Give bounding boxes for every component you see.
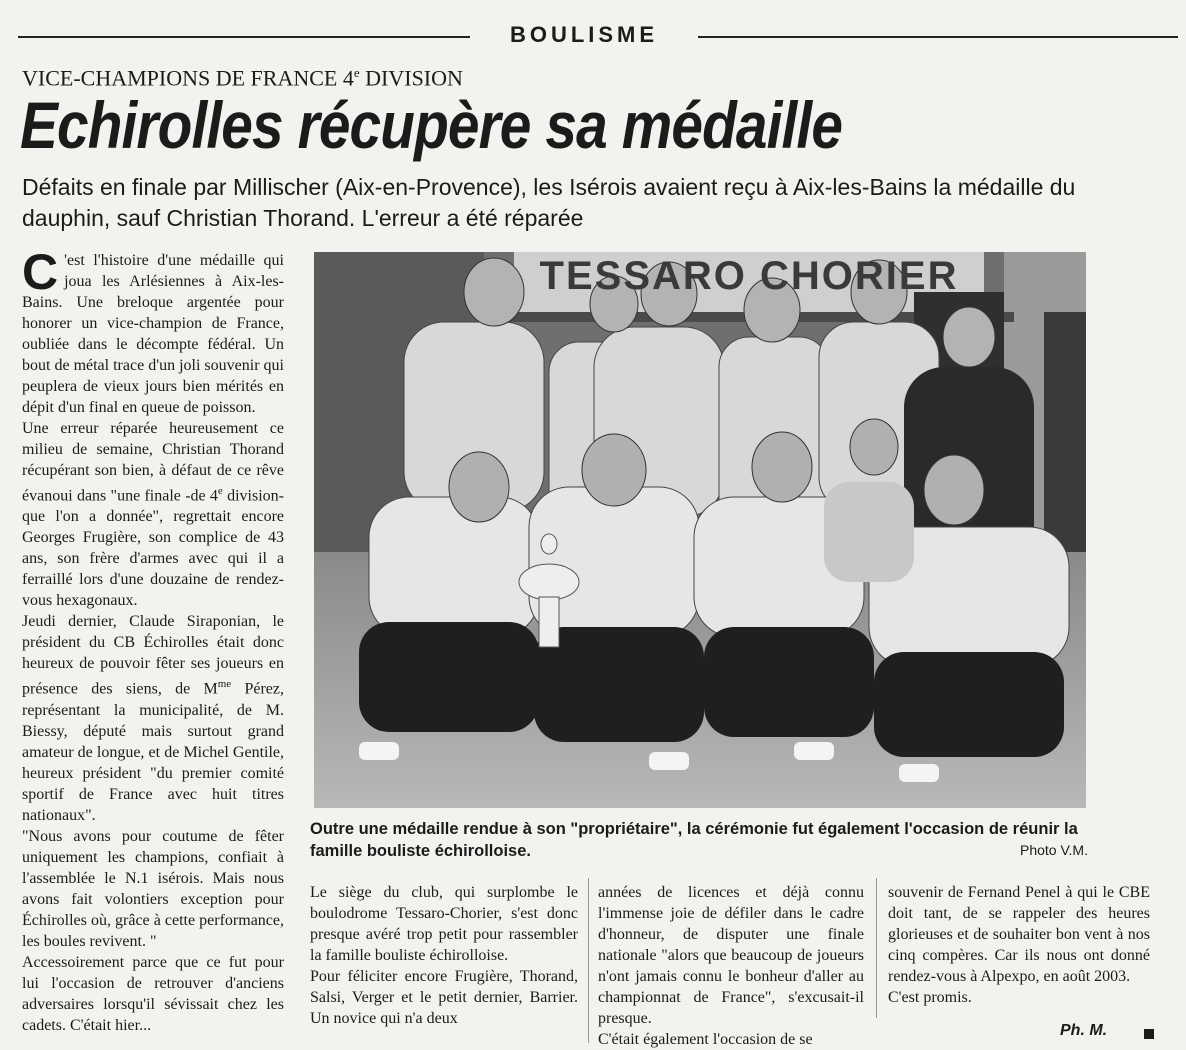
- paragraph: Une erreur réparée heureusement ce milieu de semaine, Christian Thorand récupérant son bien, à défaut de ce rêve évanoui dans "une finale -de 4e division- que l'on a donnée", regrettait encore Georges Frugière, son complice de 43 ans, son frère d'armes avec qui il a ferraillé lors d'une douzaine de rendez-vous hexagonaux.: [22, 420, 284, 610]
- paragraph: Pour féliciter encore Frugière, Thorand, Salsi, Verger et le petit dernier, Barrier. Un novice qui n'a deux: [310, 968, 578, 1027]
- paragraph: souvenir de Fernand Penel à qui le CBE doit tant, de se rappeler des heures glorieuses et de souhaiter bon vent à nos cinq compères. Car ils nous ont donné rendez-vous à Alpexpo, en août 2003.: [888, 884, 1150, 985]
- author-signature: Ph. M.: [1060, 1022, 1108, 1039]
- paragraph: C'était également l'occasion de se: [598, 1031, 813, 1048]
- headline: Echirolles récupère sa médaille: [20, 88, 843, 162]
- end-mark: [1144, 1029, 1154, 1039]
- photo-caption: Outre une médaille rendue à son "propriétaire", la cérémonie fut également l'occasion de réunir la famille bouliste échirolloise.: [310, 820, 1078, 860]
- drop-cap: C: [22, 244, 59, 300]
- building-sign: TESSARO CHORIER: [539, 254, 959, 298]
- paragraph: années de licences et déjà connu l'immense joie de défiler dans le cadre d'honneur, de disputer une finale nationale "alors que beaucoup de joueurs n'ont jamais connu le bonheur d'aller au championnat de France", s'excusait-il presque.: [598, 884, 864, 1027]
- team-photo-illustration: [314, 252, 1086, 808]
- paragraph: "Nous avons pour coutume de fêter uniquement les champions, confiait à l'assemblée le N.1 isérois. Mais nous avons fait volontiers exception pour Échirolles où, grâce à cette performance, les boules revivent. ": [22, 827, 284, 950]
- paragraph: C'est promis.: [888, 989, 972, 1006]
- section-label: BOULISME: [470, 20, 698, 50]
- column-divider: [588, 878, 589, 1043]
- photo-credit: Photo V.M.: [1020, 842, 1088, 858]
- article-column-left: [22, 244, 284, 1036]
- paragraph: Le siège du club, qui surplombe le boulodrome Tessaro-Chorier, s'est donc presque avéré trop petit pour rassembler la famille bouliste échirolloise.: [310, 884, 578, 964]
- paragraph: Accessoirement parce que ce fut pour lui l'occasion de retrouver d'anciens adversaires lorsqu'il sévissait chez les cadets. C'était hier...: [22, 953, 284, 1034]
- kicker: VICE-CHAMPIONS DE FRANCE 4e DIVISION: [22, 65, 463, 91]
- paragraph: C 'est l'histoire d'une médaille qui joua les Arlésiennes à Aix-les-Bains. Une breloque argentée pour honorer un vice-champion de France, oubliée dans le décompte fédéral. Un bout de métal trace d'un joli souvenir qui peuplera de vieux jours bien mérités en dépit d'un final en queue de poisson.: [22, 244, 284, 416]
- team-photo: [314, 252, 1086, 808]
- article-column-2: [310, 882, 578, 1029]
- article-column-4: [888, 882, 1150, 1008]
- column-divider: [876, 878, 877, 1018]
- paragraph: Jeudi dernier, Claude Siraponian, le président du CB Échirolles était donc heureux de pouvoir fêter ses joueurs en présence des siens, de $M^{me}$ Pérez, représentant la municipalité, de M. Biessy, député mais surtout grand amateur de longue, et de Michel Gentile, heureux président "du premier comité sportif de France avec huit titres nationaux".: [22, 613, 284, 824]
- standfirst: Défaits en finale par Millischer (Aix-en-Provence), les Isérois avaient reçu à Aix-les-Bains la médaille du dauphin, sauf Christian Thorand. L'erreur a été réparée: [22, 174, 1076, 231]
- article-column-3: [598, 882, 864, 1050]
